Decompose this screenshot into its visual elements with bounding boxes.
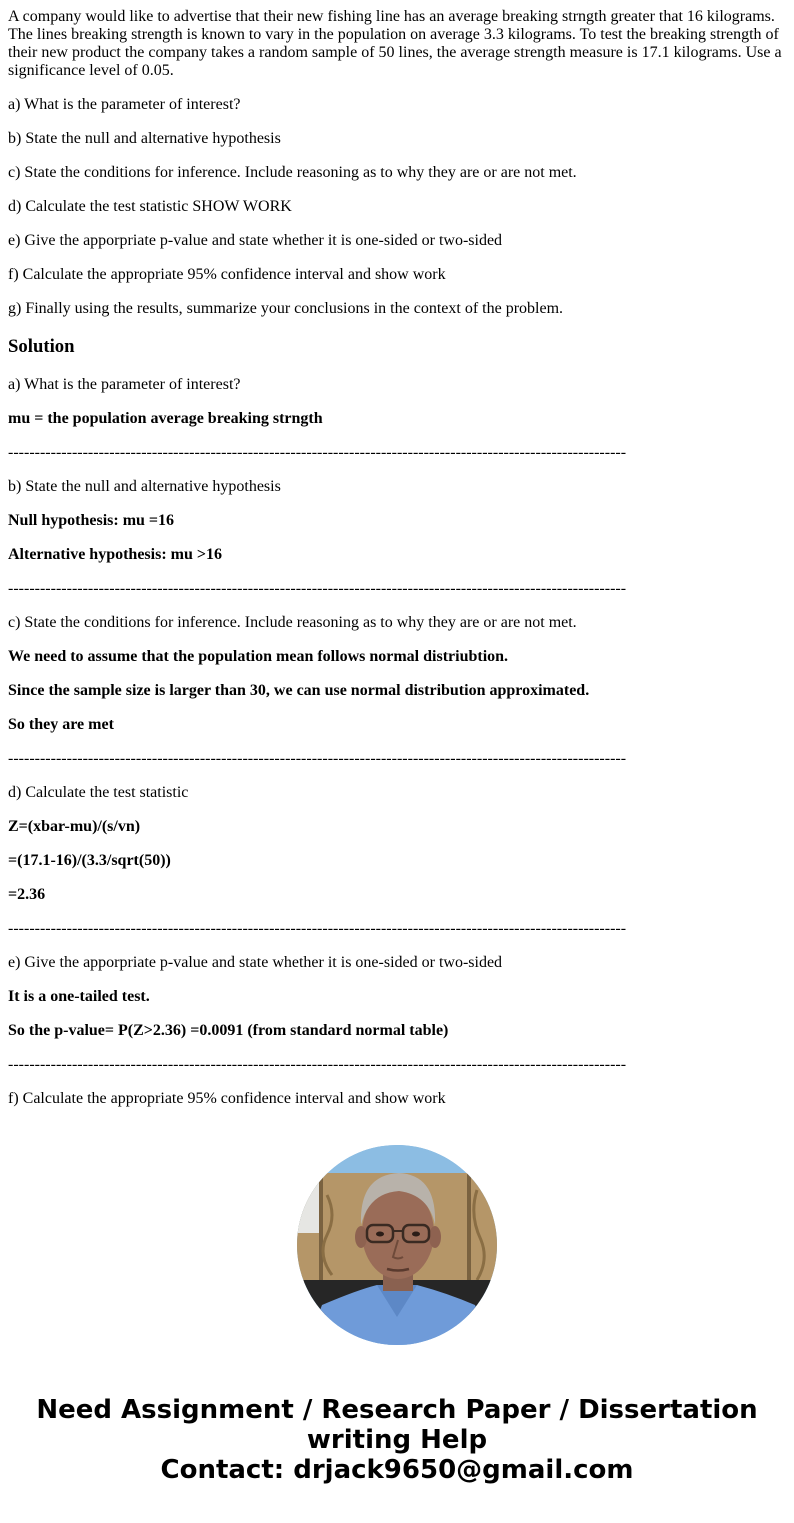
solution-heading: Solution <box>8 336 75 357</box>
avatar-container <box>8 1145 786 1345</box>
solution-c-answer-2: Since the sample size is larger than 30, we can use normal distribution approximated. <box>8 682 590 699</box>
footer-line-2: writing Help <box>306 1425 488 1455</box>
solution-e-prompt: e) Give the apporpriate p-value and state whether it is one-sided or two-sided <box>8 954 503 971</box>
solution-b-prompt: b) State the null and alternative hypothesis <box>8 478 281 495</box>
solution-e-answer-1: It is a one-tailed test. <box>8 988 150 1005</box>
avatar <box>297 1145 497 1345</box>
test-statistic-result: =2.36 <box>8 886 46 903</box>
footer-line-1: Need Assignment / Research Paper / Dissertation <box>36 1395 758 1425</box>
question-part-g: g) Finally using the results, summarize your conclusions in the context of the problem. <box>8 300 564 317</box>
portrait-illustration <box>297 1145 497 1345</box>
question-part-f: f) Calculate the appropriate 95% confidence interval and show work <box>8 266 446 283</box>
solution-d-prompt: d) Calculate the test statistic <box>8 784 189 801</box>
divider: -------------------------------------------------------------------------------------------------------------------- <box>8 1056 627 1073</box>
footer-contact: Contact: drjack9650@gmail.com <box>160 1455 634 1485</box>
divider: -------------------------------------------------------------------------------------------------------------------- <box>8 580 627 597</box>
test-statistic-substitution: =(17.1-16)/(3.3/sqrt(50)) <box>8 852 171 869</box>
question-part-c: c) State the conditions for inference. Include reasoning as to why they are or are not met. <box>8 164 577 181</box>
question-part-a: a) What is the parameter of interest? <box>8 96 241 113</box>
solution-c-prompt: c) State the conditions for inference. Include reasoning as to why they are or are not met. <box>8 614 577 631</box>
solution-c-answer-1: We need to assume that the population mean follows normal distriubtion. <box>8 648 509 665</box>
question-intro: A company would like to advertise that their new fishing line has an average breaking strngth greater that 16 kilograms. The lines breaking strength is known to vary in the population on average 3.3 kilograms. To test the breaking strength of their new product the company takes a random sample of 50 lines, the average strength measure is 17.1 kilograms. Use a significance level of 0.05. <box>8 8 782 79</box>
question-part-d: d) Calculate the test statistic SHOW WORK <box>8 198 292 215</box>
null-hypothesis: Null hypothesis: mu =16 <box>8 512 175 529</box>
footer-advertisement <box>8 1395 786 1505</box>
divider: -------------------------------------------------------------------------------------------------------------------- <box>8 750 627 767</box>
divider: -------------------------------------------------------------------------------------------------------------------- <box>8 920 627 937</box>
solution-a-prompt: a) What is the parameter of interest? <box>8 376 241 393</box>
solution-f-prompt: f) Calculate the appropriate 95% confidence interval and show work <box>8 1090 446 1107</box>
test-statistic-formula: Z=(xbar-mu)/(s/vn) <box>8 818 141 835</box>
alternative-hypothesis: Alternative hypothesis: mu >16 <box>8 546 222 563</box>
divider: -------------------------------------------------------------------------------------------------------------------- <box>8 444 627 461</box>
solution-c-answer-3: So they are met <box>8 716 114 733</box>
p-value: So the p-value= P(Z>2.36) =0.0091 (from standard normal table) <box>8 1022 449 1039</box>
solution-a-answer: mu = the population average breaking strngth <box>8 410 323 427</box>
question-part-e: e) Give the apporpriate p-value and state whether it is one-sided or two-sided <box>8 232 503 249</box>
question-part-b: b) State the null and alternative hypothesis <box>8 130 281 147</box>
